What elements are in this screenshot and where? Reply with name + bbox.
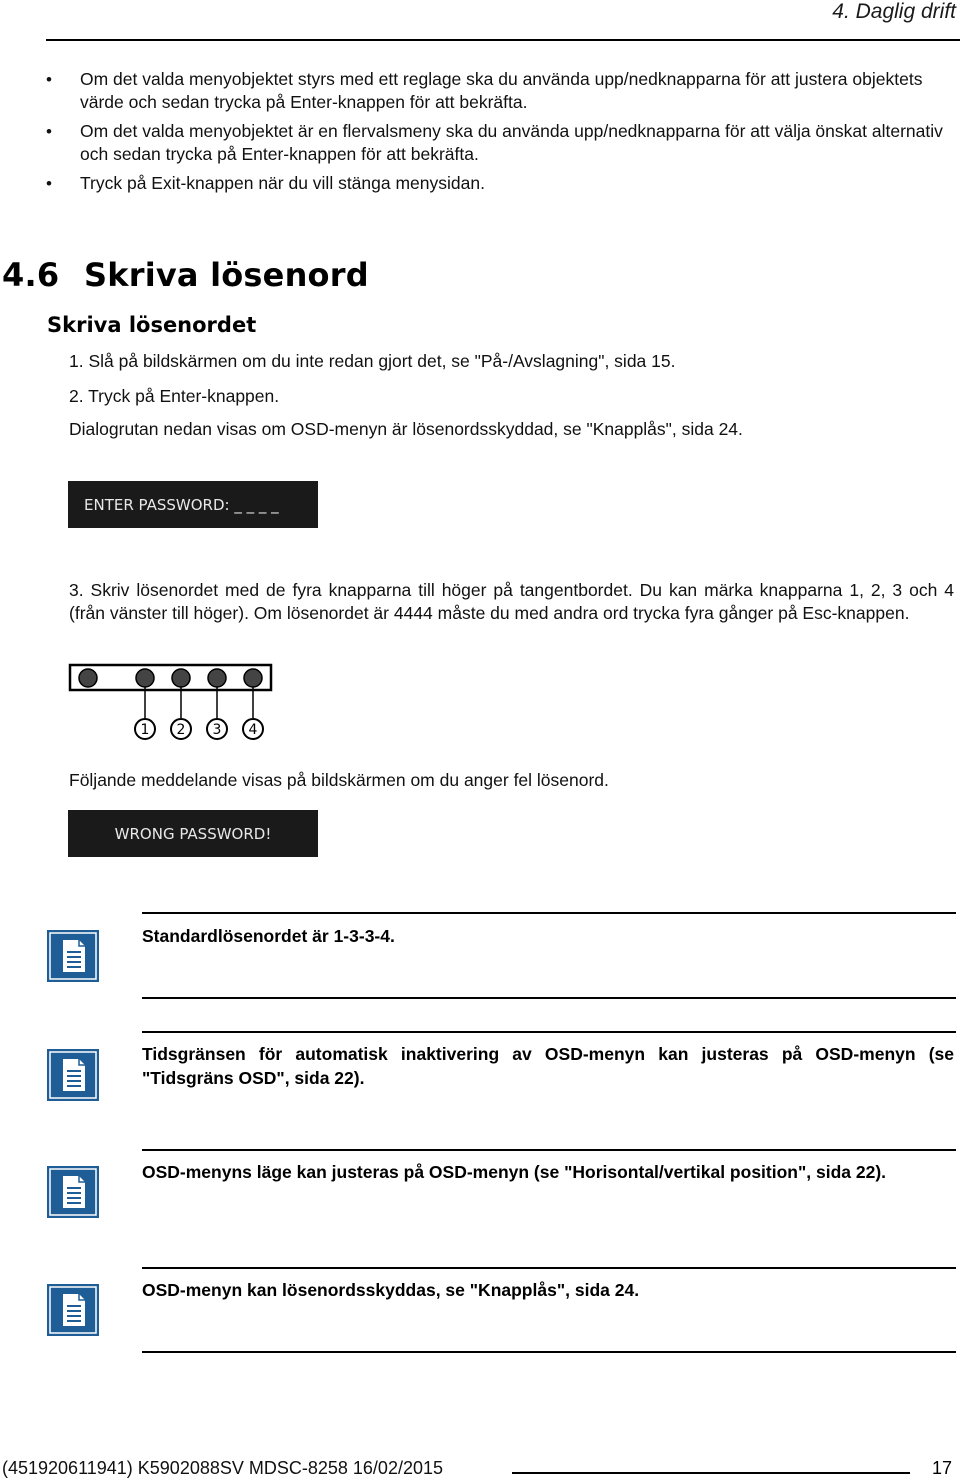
step-1: 1. Slå på bildskärmen om du inte redan gjort det, se "På-/Avslagning", sida 15. [69,351,676,371]
section-number: 4.6 [2,256,60,294]
footer-document-id: (451920611941) K5902088SV MDSC-8258 16/02/2015 [2,1458,443,1478]
page-header-title: 4. Daglig drift [832,0,956,23]
list-item: • Tryck på Exit-knappen när du vill stänga menysidan. [46,173,485,193]
header-divider [46,39,960,41]
note-divider [142,912,956,914]
key-label-2: 2 [176,722,186,738]
note-document-icon [46,929,100,988]
section-heading [2,256,369,294]
page-number: 17 [931,1458,952,1478]
note-document-icon [46,1165,100,1224]
note-divider [142,1149,956,1151]
note-divider [142,997,956,999]
note-text: Tidsgränsen för automatisk inaktivering av OSD-menyn kan justeras på OSD-menyn (se "Tidsgräns OSD", sida 22). [142,1044,954,1088]
keypad-illustration [68,663,274,745]
list-item: • Om det valda menyobjektet styrs med ett reglage ska du använda upp/nedknapparna för att justera objektets värde och sedan trycka på Enter-knappen för att bekräfta. [46,69,923,112]
wrong-password-text: WRONG PASSWORD! [114,824,272,843]
enter-password-dialog [68,481,318,528]
note-divider [142,1031,956,1033]
step-2: 2. Tryck på Enter-knappen. [69,386,280,406]
key-label-4: 4 [248,722,258,738]
note-text: OSD-menyn kan lösenordsskyddas, se "Knapplås", sida 24. [142,1280,640,1300]
note-block [46,1031,956,1117]
note-divider [142,1351,956,1353]
note-document-icon [46,1283,100,1342]
wrong-password-intro: Följande meddelande visas på bildskärmen om du anger fel lösenord. [69,770,609,790]
note-divider [142,1267,956,1269]
note-block [46,1149,956,1235]
note-text: Standardlösenordet är 1-3-3-4. [142,926,395,946]
note-block [46,1267,956,1353]
wrong-password-dialog [68,810,318,857]
note-text: OSD-menyns läge kan justeras på OSD-menyn (se "Horisontal/vertikal position", sida 22). [142,1162,887,1182]
subsection-heading: Skriva lösenordet [47,313,257,337]
key-label-1: 1 [140,722,150,738]
note-document-icon [46,1048,100,1107]
footer-divider [512,1472,910,1474]
note-block [46,912,956,998]
bullet-dot: • [46,174,52,193]
key-label-3: 3 [212,722,222,738]
enter-password-text: ENTER PASSWORD: _ _ _ _ [84,495,279,514]
list-item: • Om det valda menyobjektet är en flervalsmeny ska du använda upp/nedknapparna för att välja önskat alternativ och sedan trycka på Enter-knappen för att bekräfta. [46,121,943,164]
section-title: Skriva lösenord [84,256,369,294]
bullet-list [46,68,956,201]
bullet-dot: • [46,70,52,89]
bullet-dot: • [46,122,52,141]
step-2-note: Dialogrutan nedan visas om OSD-menyn är lösenordsskyddad, se "Knapplås", sida 24. [69,419,743,439]
step-3: 3. Skriv lösenordet med de fyra knapparna till höger på tangentbordet. Du kan märka knapparna 1, 2, 3 och 4 (från vänster till höger). Om lösenordet är 4444 måste du med andra ord trycka fyra gånger på Esc-knappen. [69,580,954,623]
